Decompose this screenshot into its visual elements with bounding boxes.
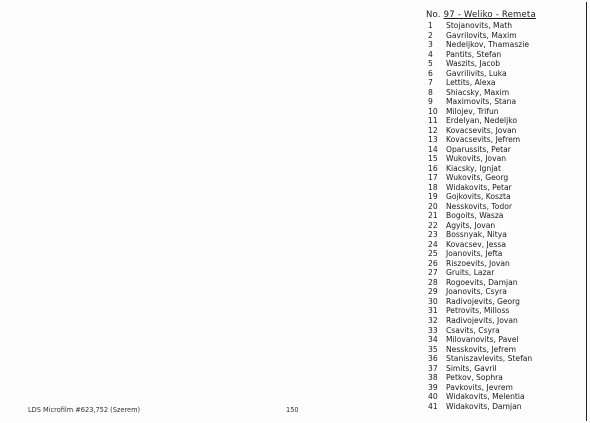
entry-name: Shiacsky, Maxim bbox=[446, 87, 510, 97]
roster-entry bbox=[428, 402, 532, 412]
roster-entry bbox=[428, 345, 532, 355]
roster-entry bbox=[428, 240, 532, 250]
roster-entry bbox=[428, 183, 532, 193]
entry-number: 18 bbox=[428, 182, 438, 192]
roster-entry bbox=[428, 211, 532, 221]
entry-name: Staniszavlevits, Stefan bbox=[446, 354, 533, 364]
entry-number: 23 bbox=[428, 230, 438, 240]
entry-name: Wukovits, Georg bbox=[446, 173, 509, 183]
roster-entry bbox=[428, 192, 532, 202]
entry-number: 39 bbox=[428, 382, 438, 392]
entry-name: Gavrilivits, Luka bbox=[446, 68, 507, 78]
roster-entry bbox=[428, 335, 532, 345]
entry-name: Csavits, Csyra bbox=[446, 325, 500, 335]
entry-number: 6 bbox=[428, 68, 433, 78]
roster-entry bbox=[428, 116, 532, 126]
entry-number: 8 bbox=[428, 87, 433, 97]
entry-number: 31 bbox=[428, 306, 438, 316]
entry-name: Waszits, Jacob bbox=[446, 59, 501, 69]
roster-entry bbox=[428, 97, 532, 107]
roster-entry bbox=[428, 373, 532, 383]
entry-number: 34 bbox=[428, 335, 438, 345]
entry-name: Pantits, Stefan bbox=[446, 49, 502, 59]
entry-number: 3 bbox=[428, 40, 433, 50]
roster-entry bbox=[428, 249, 532, 259]
entry-number: 12 bbox=[428, 125, 438, 135]
roster-entry bbox=[428, 392, 532, 402]
entry-name: Kovacsev, Jessa bbox=[446, 239, 506, 249]
entry-number: 32 bbox=[428, 315, 438, 325]
entry-name: Nesskovits, Todor bbox=[446, 201, 512, 211]
roster-entry bbox=[428, 354, 532, 364]
entry-number: 7 bbox=[428, 78, 433, 88]
entry-name: Riszoevits, Jovan bbox=[446, 258, 510, 268]
entry-name: Wukovits, Jovan bbox=[446, 154, 507, 164]
roster-entry bbox=[428, 173, 532, 183]
roster-entry bbox=[428, 278, 532, 288]
entry-name: Gruits, Lazar bbox=[446, 268, 495, 278]
roster-entry bbox=[428, 145, 532, 155]
entry-number: 41 bbox=[428, 401, 438, 411]
roster-entry bbox=[428, 21, 532, 31]
roster-list bbox=[428, 21, 532, 411]
roster-entry bbox=[428, 164, 532, 174]
entry-name: Bogoits, Wasza bbox=[446, 211, 504, 221]
roster-entry bbox=[428, 154, 532, 164]
roster-entry bbox=[428, 50, 532, 60]
roster-entry bbox=[428, 88, 532, 98]
entry-number: 24 bbox=[428, 239, 438, 249]
entry-number: 30 bbox=[428, 296, 438, 306]
entry-name: Nedeljkov, Thamaszie bbox=[446, 40, 530, 50]
roster-entry bbox=[428, 306, 532, 316]
entry-number: 14 bbox=[428, 144, 438, 154]
page-number: 150 bbox=[286, 406, 299, 414]
entry-number: 25 bbox=[428, 249, 438, 259]
entry-number: 2 bbox=[428, 30, 433, 40]
roster-entry bbox=[428, 316, 532, 326]
roster-entry bbox=[428, 259, 532, 269]
entry-name: Kovacsevits, Jovan bbox=[446, 125, 517, 135]
entry-name: Milojev, Trifun bbox=[446, 106, 499, 116]
roster-entry bbox=[428, 126, 532, 136]
roster-entry bbox=[428, 268, 532, 278]
entry-number: 20 bbox=[428, 201, 438, 211]
entry-name: Radivojevits, Jovan bbox=[446, 315, 518, 325]
entry-number: 36 bbox=[428, 354, 438, 364]
entry-name: Joanovits, Jefta bbox=[446, 249, 503, 259]
roster-entry bbox=[428, 297, 532, 307]
header-prefix: No. bbox=[426, 10, 441, 20]
entry-name: Simits, Gavril bbox=[446, 363, 497, 373]
entry-name: Gavrilovits, Maxim bbox=[446, 30, 517, 40]
roster-entry bbox=[428, 31, 532, 41]
entry-name: Nesskovits, Jefrem bbox=[446, 344, 517, 354]
roster-entry bbox=[428, 383, 532, 393]
roster-entry bbox=[428, 230, 532, 240]
roster-entry bbox=[428, 78, 532, 88]
entry-number: 40 bbox=[428, 392, 438, 402]
entry-number: 9 bbox=[428, 97, 433, 107]
entry-name: Pavkovits, Jevrem bbox=[446, 382, 513, 392]
microfilm-source: LDS Microfilm #623,752 (Szerem) bbox=[28, 406, 141, 414]
entry-name: Lettits, Alexa bbox=[446, 78, 496, 88]
roster-entry bbox=[428, 326, 532, 336]
roster-entry bbox=[428, 40, 532, 50]
entry-number: 10 bbox=[428, 106, 438, 116]
entry-name: Widakovits, Petar bbox=[446, 182, 512, 192]
entry-number: 33 bbox=[428, 325, 438, 335]
entry-name: Joanovits, Csyra bbox=[446, 287, 507, 297]
entry-number: 4 bbox=[428, 49, 433, 59]
entry-number: 22 bbox=[428, 220, 438, 230]
entry-name: Oparussits, Petar bbox=[446, 144, 511, 154]
entry-name: Widakovits, Damjan bbox=[446, 401, 522, 411]
roster-entry bbox=[428, 69, 532, 79]
entry-number: 26 bbox=[428, 258, 438, 268]
entry-name: Maximovits, Stana bbox=[446, 97, 517, 107]
entry-name: Rogoevits, Damjan bbox=[446, 277, 518, 287]
entry-number: 27 bbox=[428, 268, 438, 278]
roster-entry bbox=[428, 287, 532, 297]
entry-number: 17 bbox=[428, 173, 438, 183]
roster-entry bbox=[428, 107, 532, 117]
entry-number: 21 bbox=[428, 211, 438, 221]
entry-number: 11 bbox=[428, 116, 438, 126]
entry-name: Radivojevits, Georg bbox=[446, 296, 520, 306]
roster-entry bbox=[428, 59, 532, 69]
entry-name: Gojkovits, Koszta bbox=[446, 192, 511, 202]
roster-entry bbox=[428, 364, 532, 374]
entry-name: Petkov, Sophra bbox=[446, 373, 503, 383]
entry-number: 35 bbox=[428, 344, 438, 354]
roster-entry bbox=[428, 135, 532, 145]
entry-name: Kovacsevits, Jefrem bbox=[446, 135, 521, 145]
entry-number: 19 bbox=[428, 192, 438, 202]
entry-number: 16 bbox=[428, 163, 438, 173]
roster-entry bbox=[428, 202, 532, 212]
entry-number: 5 bbox=[428, 59, 433, 69]
entry-number: 15 bbox=[428, 154, 438, 164]
page-edge-line bbox=[586, 2, 587, 421]
header-title: 97 - Weliko - Remeta bbox=[443, 10, 536, 20]
entry-number: 29 bbox=[428, 287, 438, 297]
entry-name: Kiacsky, Ignjat bbox=[446, 163, 501, 173]
entry-number: 38 bbox=[428, 373, 438, 383]
entry-number: 37 bbox=[428, 363, 438, 373]
entry-name: Milovanovits, Pavel bbox=[446, 335, 519, 345]
entry-name: Widakovits, Melentia bbox=[446, 392, 525, 402]
entry-number: 1 bbox=[428, 21, 433, 30]
entry-number: 13 bbox=[428, 135, 438, 145]
entry-number: 28 bbox=[428, 277, 438, 287]
entry-name: Bossnyak, Nitya bbox=[446, 230, 507, 240]
roster-header bbox=[426, 10, 536, 21]
roster-entry bbox=[428, 221, 532, 231]
entry-name: Agyits, Jovan bbox=[446, 220, 496, 230]
entry-name: Stojanovits, Math bbox=[446, 21, 513, 30]
entry-name: Erdelyan, Nedeljko bbox=[446, 116, 518, 126]
entry-name: Petrovits, Milloss bbox=[446, 306, 510, 316]
